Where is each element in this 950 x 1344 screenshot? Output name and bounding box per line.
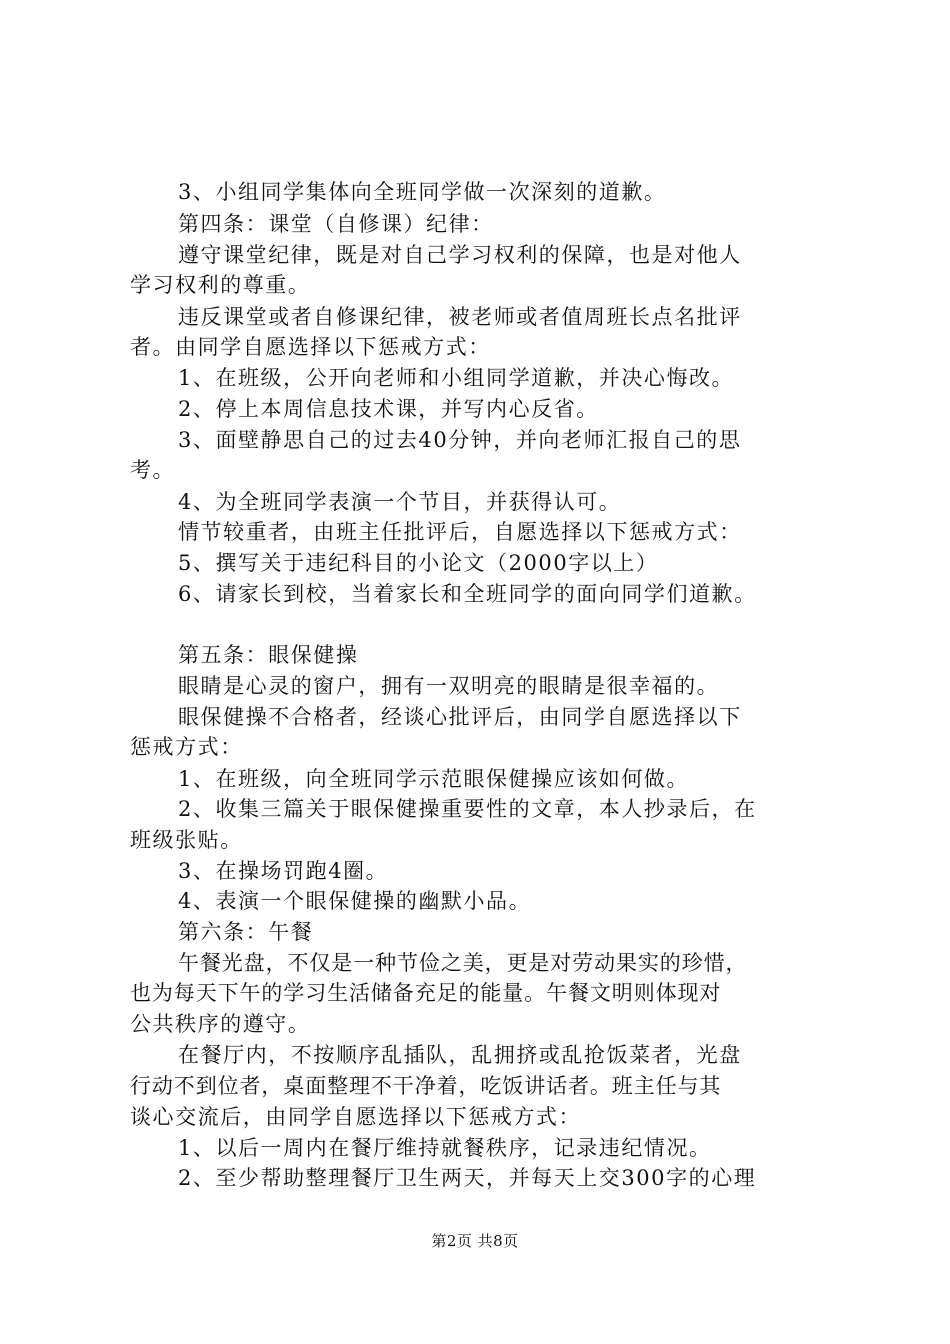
text-line: 班级张贴。 <box>130 828 243 852</box>
text-line: 谈心交流后，由同学自愿选择以下惩戒方式： <box>130 1105 581 1129</box>
page-footer: 第2页 共8页 <box>431 1232 519 1250</box>
list-item: 1、以后一周内在餐厅维持就餐秩序，记录违纪情况。 <box>178 1136 712 1160</box>
text-line: 者。由同学自愿选择以下惩戒方式： <box>130 335 491 359</box>
list-item: 1、在班级，向全班同学示范眼保健操应该如何做。 <box>178 767 690 791</box>
text-line: 眼保健操不合格者，经谈心批评后，由同学自愿选择以下 <box>178 705 742 729</box>
list-item: 3、在操场罚跑4圈。 <box>178 859 389 883</box>
text-line: 在餐厅内，不按顺序乱插队，乱拥挤或乱抢饭菜者，光盘 <box>178 1043 742 1067</box>
list-item: 6、请家长到校，当着家长和全班同学的面向同学们道歉。 <box>178 582 757 606</box>
list-item: 2、收集三篇关于眼保健操重要性的文章，本人抄录后，在 <box>178 797 757 821</box>
text-line: 午餐光盘，不仅是一种节俭之美，更是对劳动果实的珍惜， <box>178 951 748 975</box>
section-heading: 第四条：课堂（自修课）纪律： <box>178 212 494 236</box>
text-line: 违反课堂或者自修课纪律，被老师或者值周班长点名批评 <box>178 305 742 329</box>
text-line: 考。 <box>130 458 176 482</box>
list-item: 5、撰写关于违纪科目的小论文（2000字以上） <box>178 551 659 575</box>
list-item: 2、停上本周信息技术课，并写内心反省。 <box>178 397 599 421</box>
list-item: 2、至少帮助整理餐厅卫生两天，并每天上交300字的心理 <box>178 1166 757 1190</box>
section-heading: 第六条：午餐 <box>178 920 314 944</box>
text-line: 遵守课堂纪律，既是对自己学习权利的保障，也是对他人 <box>178 243 742 267</box>
text-line: 惩戒方式： <box>130 735 243 759</box>
text-line: 3、小组同学集体向全班同学做一次深刻的道歉。 <box>178 180 667 204</box>
list-item: 4、表演一个眼保健操的幽默小品。 <box>178 889 532 913</box>
text-line: 公共秩序的遵守。 <box>130 1012 311 1036</box>
list-item: 4、为全班同学表演一个节目，并获得认可。 <box>178 490 622 514</box>
text-line: 也为每天下午的学习生活储备充足的能量。午餐文明则体现对 <box>130 981 722 1005</box>
text-line: 行动不到位者，桌面整理不干净着，吃饭讲话者。班主任与其 <box>130 1074 722 1098</box>
text-line: 学习权利的尊重。 <box>130 273 311 297</box>
list-item: 3、面壁静思自己的过去40分钟，并向老师汇报自己的思 <box>178 428 742 452</box>
text-line: 眼睛是心灵的窗户，拥有一双明亮的眼睛是很幸福的。 <box>178 674 720 698</box>
text-line: 情节较重者，由班主任批评后，自愿选择以下惩戒方式： <box>178 520 742 544</box>
list-item: 1、在班级，公开向老师和小组同学道歉，并决心悔改。 <box>178 366 735 390</box>
section-heading: 第五条：眼保健操 <box>178 643 359 667</box>
